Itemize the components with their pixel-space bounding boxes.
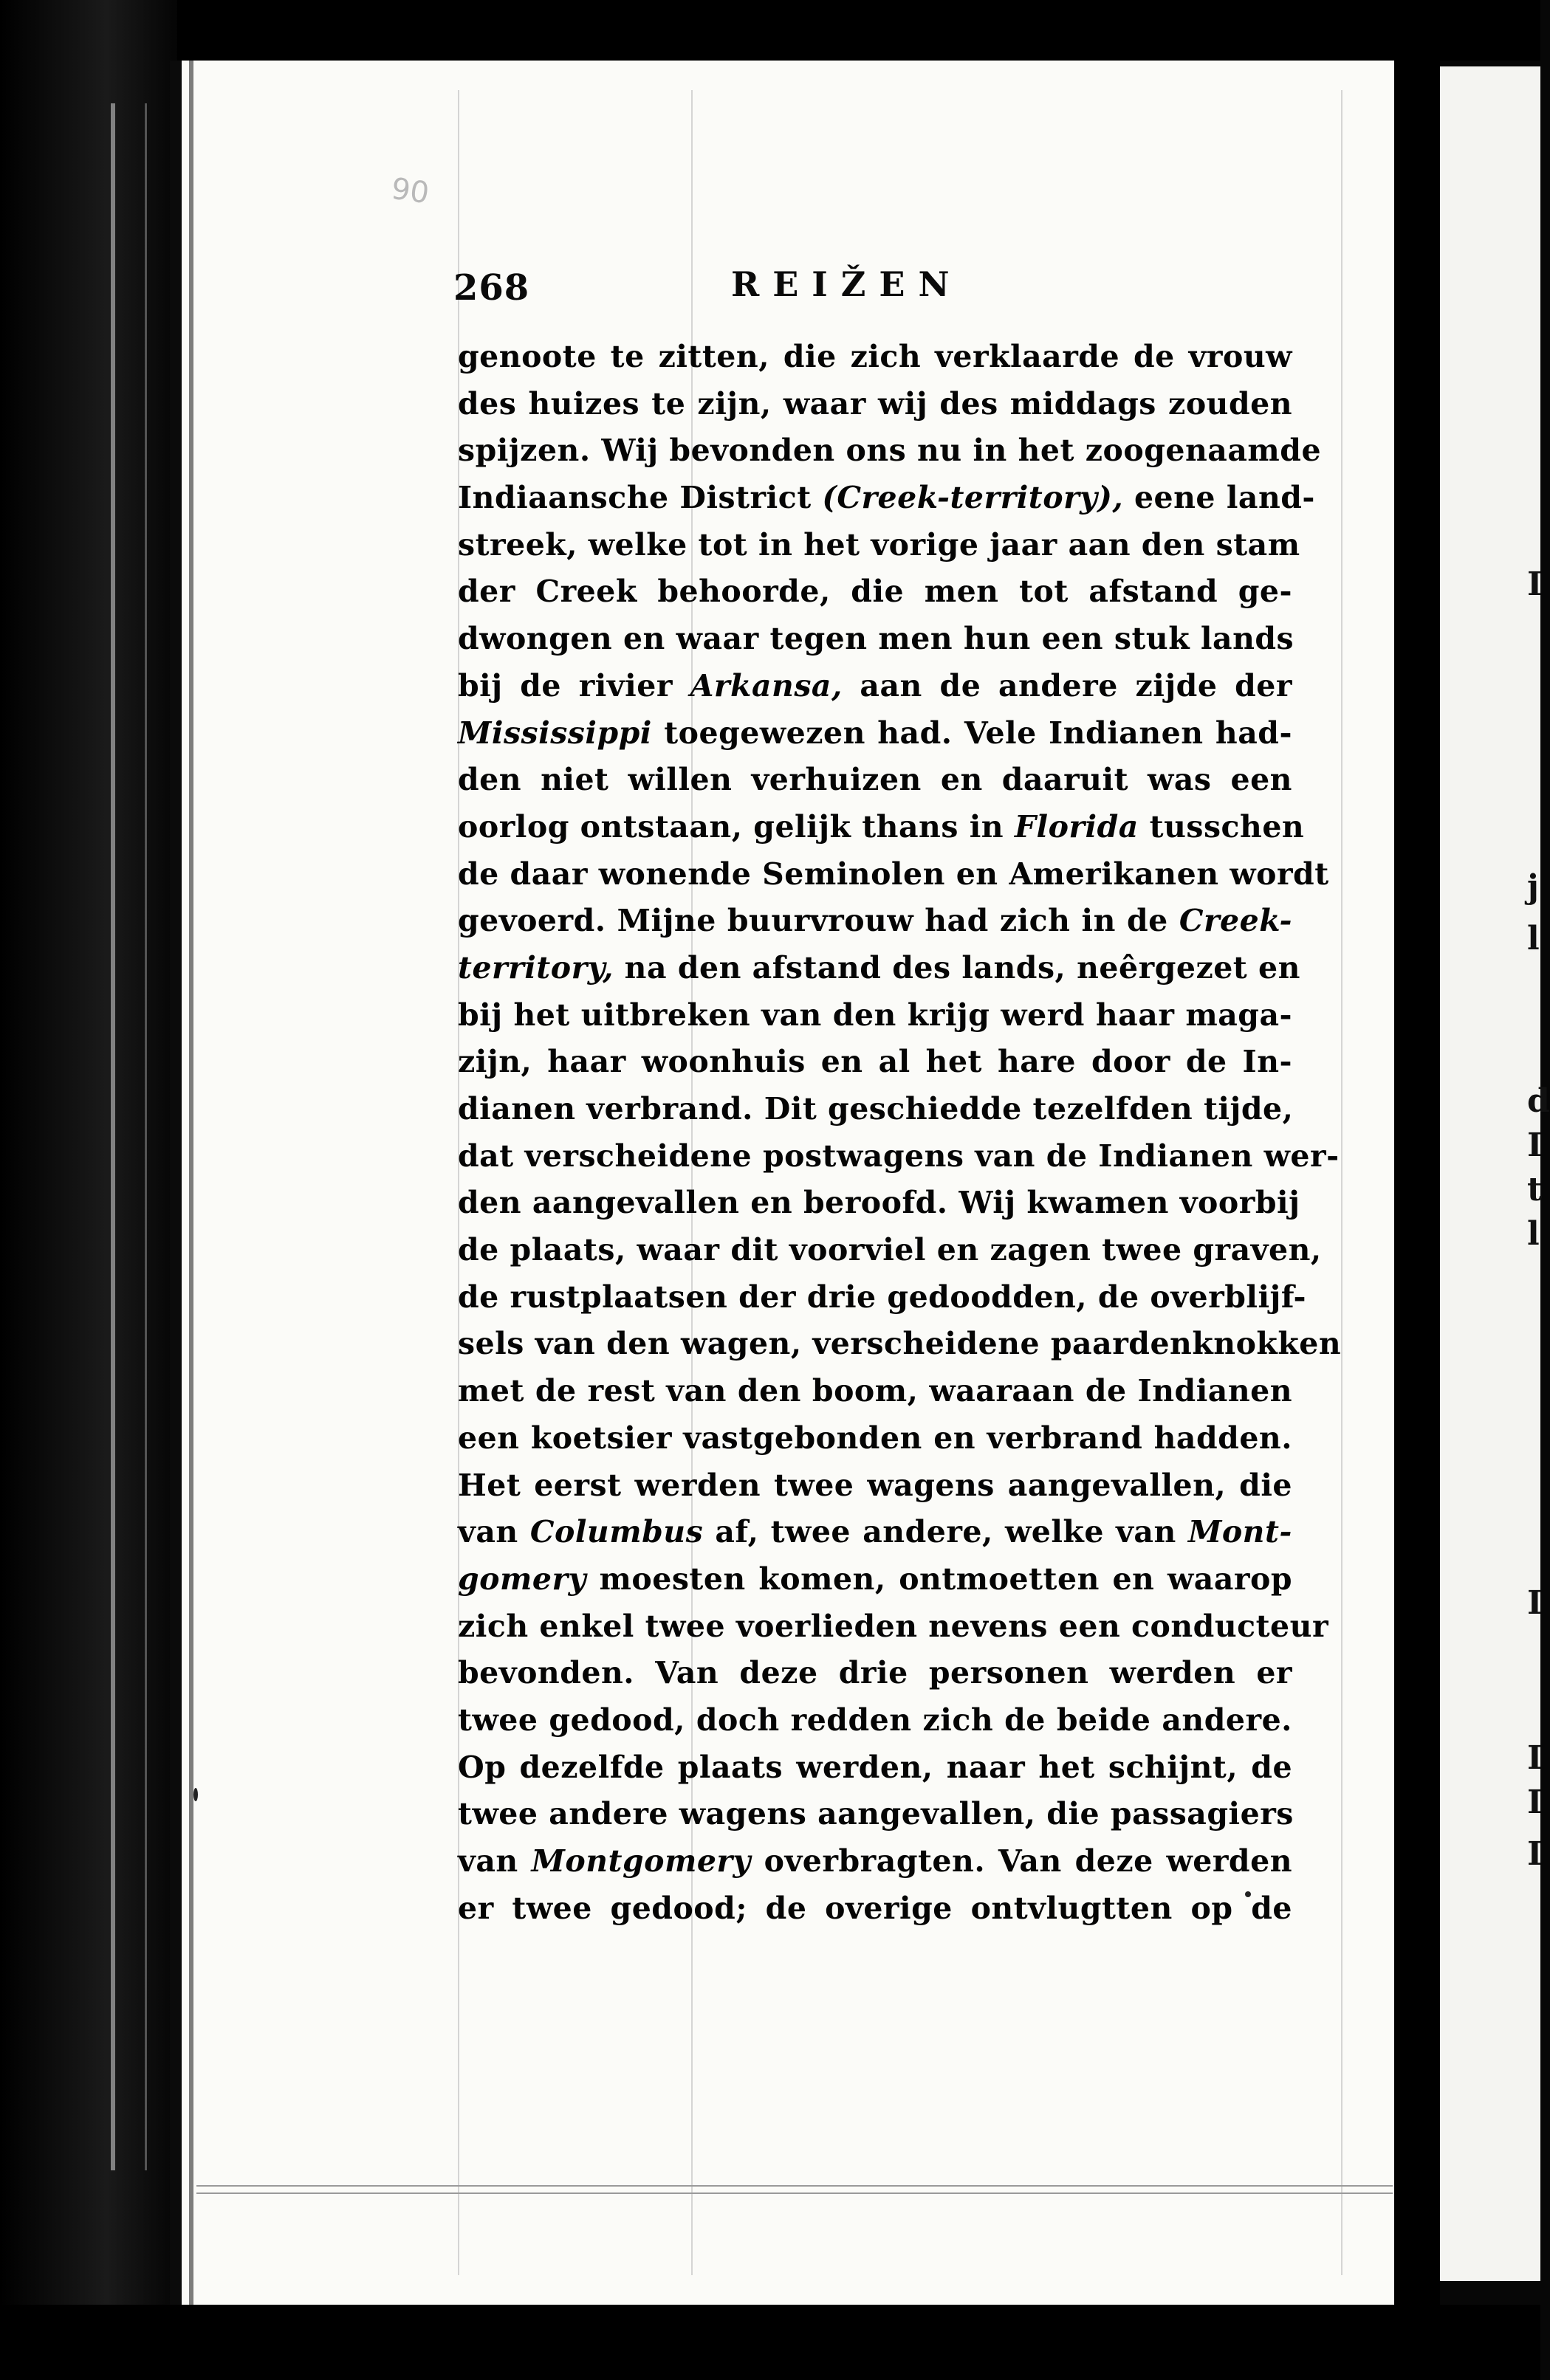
page-number: 268 [453, 267, 530, 309]
text-line: van Montgomery overbragten. Van deze werden [458, 1843, 1292, 1879]
text-line: bevonden. Van deze drie personen werden er [458, 1655, 1293, 1691]
adjacent-page-letter: d [1527, 1082, 1550, 1120]
scan-bottom-border [0, 2305, 1540, 2380]
running-title: REIŽEN [731, 264, 963, 304]
text-line: er twee gedood; de overige ontvlugtten op de [458, 1890, 1293, 1926]
body-text [458, 334, 1342, 1932]
text-line: zich enkel twee voerlieden nevens een conducteur [458, 1608, 1329, 1644]
text-line: bij de rivier Arkansa, aan de andere zijde der [458, 667, 1292, 704]
adjacent-page-letter: t [1527, 1171, 1543, 1208]
book-binding-edge [0, 0, 177, 2380]
text-line: gevoerd. Mijne buurvrouw had zich in de Creek- [458, 903, 1292, 939]
text-line: een koetsier vastgebonden en verbrand hadden. [458, 1420, 1293, 1456]
adjacent-page-letter: I [1527, 565, 1543, 603]
text-line: gomery moesten komen, ontmoetten en waarop [458, 1561, 1292, 1597]
adjacent-page-letter: l [1527, 920, 1540, 957]
page-header [453, 264, 1303, 316]
adjacent-page-letter: I [1527, 1739, 1543, 1777]
text-line: streek, welke tot in het vorige jaar aan den stam [458, 526, 1300, 563]
page-bottom-rule [196, 2185, 1393, 2187]
text-line: spijzen. Wij bevonden ons nu in het zoogenaamde [458, 433, 1322, 469]
text-line: met de rest van den boom, waaraan de Indianen [458, 1373, 1293, 1409]
text-line: oorlog ontstaan, gelijk thans in Florida tusschen [458, 808, 1305, 845]
text-line: territory, na den afstand des lands, neêrgezet en [458, 949, 1300, 986]
text-line: dianen verbrand. Dit geschiedde tezelfden tijde, [458, 1091, 1294, 1127]
text-line: twee andere wagens aangevallen, die passagiers [458, 1796, 1294, 1832]
text-line: de rustplaatsen der drie gedoodden, de overblijf- [458, 1279, 1307, 1315]
text-line: Het eerst werden twee wagens aangevallen, die [458, 1467, 1292, 1503]
text-line: bij het uitbreken van den krijg werd haar maga- [458, 997, 1293, 1033]
scan-guide-line [1341, 90, 1342, 2275]
binding-highlight [111, 103, 115, 2170]
text-line: dat verscheidene postwagens van de Indianen wer- [458, 1138, 1340, 1174]
pencil-mark: 90 [389, 171, 431, 211]
binding-highlight [145, 103, 147, 2170]
scan-top-border [0, 0, 1540, 61]
text-line: van Columbus af, twee andere, welke van Mont- [458, 1514, 1292, 1550]
text-line: den niet willen verhuizen en daaruit was een [458, 762, 1292, 798]
text-line: dwongen en waar tegen men hun een stuk lands [458, 621, 1294, 657]
text-line: genoote te zitten, die zich verklaarde de vrouw [458, 339, 1292, 374]
text-line: des huizes te zijn, waar wij des middags zouden [458, 385, 1293, 422]
text-line: Op dezelfde plaats werden, naar het schijnt, de [458, 1749, 1293, 1785]
adjacent-page-letter: l [1527, 1215, 1540, 1253]
adjacent-page-letter: I [1527, 1784, 1543, 1821]
adjacent-page-letter: I [1527, 1835, 1543, 1873]
text-line: twee gedood, doch redden zich de beide andere. [458, 1702, 1292, 1738]
text-line: den aangevallen en beroofd. Wij kwamen voorbij [458, 1185, 1300, 1221]
page-bottom-rule [196, 2192, 1393, 2194]
page-gutter [1394, 0, 1440, 2380]
page-inner-edge [189, 61, 193, 2305]
text-line: sels van den wagen, verscheidene paardenknokken [458, 1326, 1342, 1362]
adjacent-page-edge [1440, 66, 1550, 2281]
text-line: Indiaansche District (Creek-territory), eene land- [458, 480, 1315, 516]
adjacent-page-letter: j [1527, 868, 1539, 906]
text-line: de plaats, waar dit voorviel en zagen twee graven, [458, 1232, 1322, 1268]
text-line: Mississippi toegewezen had. Vele Indianen had- [458, 715, 1292, 751]
text-line: der Creek behoorde, die men tot afstand ge- [458, 574, 1293, 610]
adjacent-page-letter: I [1527, 1127, 1543, 1164]
scan-speck [193, 1788, 198, 1801]
adjacent-page-letter: I [1527, 1584, 1543, 1622]
text-line: de daar wonende Seminolen en Amerikanen wordt [458, 856, 1329, 892]
text-line: zijn, haar woonhuis en al het hare door de In- [458, 1044, 1293, 1080]
